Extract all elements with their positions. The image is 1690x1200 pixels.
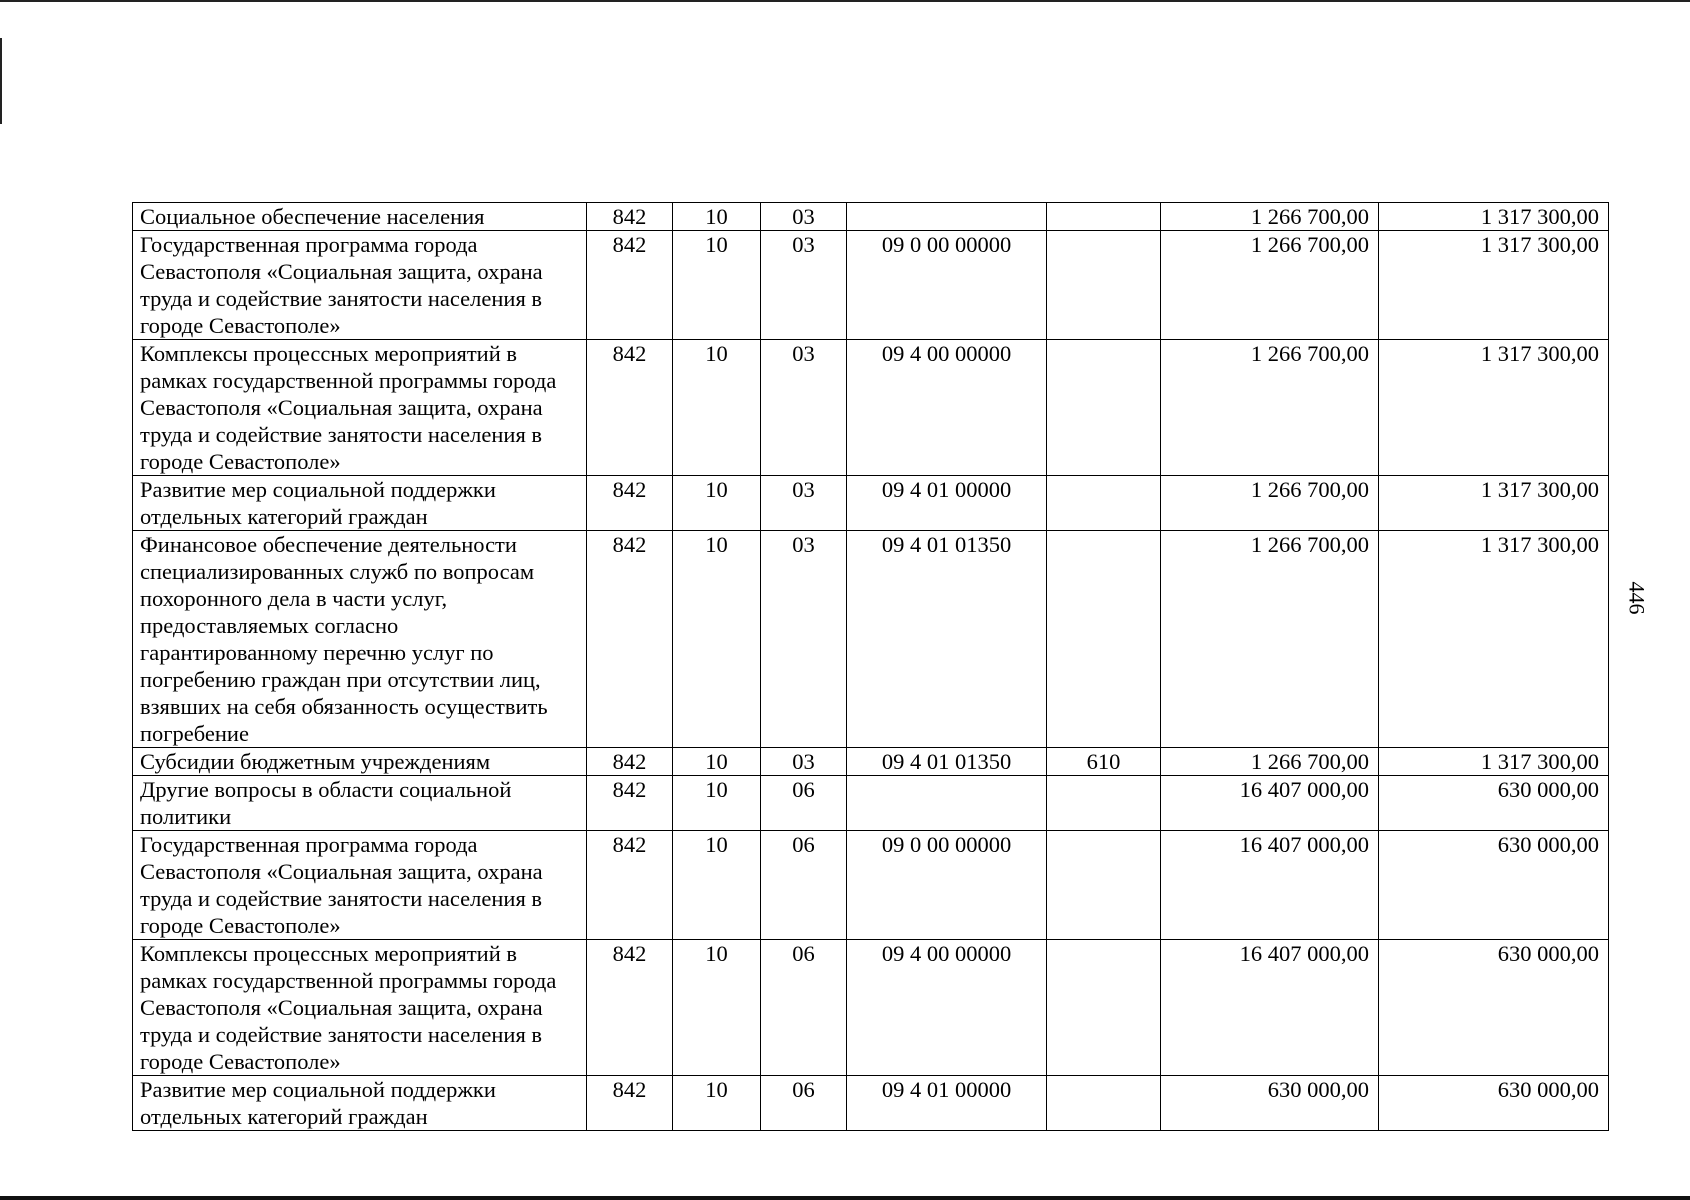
cell-name: Социальное обеспечение населения bbox=[133, 203, 587, 231]
cell-amount-1: 1 266 700,00 bbox=[1161, 748, 1379, 776]
cell-amount-1: 630 000,00 bbox=[1161, 1076, 1379, 1131]
cell-subsection: 03 bbox=[761, 476, 847, 531]
cell-amount-1: 1 266 700,00 bbox=[1161, 476, 1379, 531]
cell-subsection: 06 bbox=[761, 831, 847, 940]
cell-section: 10 bbox=[673, 231, 761, 340]
cell-amount-2: 1 317 300,00 bbox=[1379, 476, 1609, 531]
cell-subsection: 06 bbox=[761, 1076, 847, 1131]
table-row bbox=[133, 340, 1609, 476]
cell-name: Развитие мер социальной поддержки отдельных категорий граждан bbox=[133, 476, 587, 531]
cell-target-item bbox=[847, 776, 1047, 831]
cell-amount-2: 1 317 300,00 bbox=[1379, 340, 1609, 476]
cell-target-item bbox=[847, 203, 1047, 231]
cell-name: Субсидии бюджетным учреждениям bbox=[133, 748, 587, 776]
cell-expense-type bbox=[1047, 476, 1161, 531]
cell-ministry: 842 bbox=[587, 340, 673, 476]
cell-name: Государственная программа города Севастополя «Социальная защита, охрана труда и содействие занятости населения в городе Севастополе» bbox=[133, 231, 587, 340]
cell-expense-type bbox=[1047, 831, 1161, 940]
cell-section: 10 bbox=[673, 203, 761, 231]
cell-amount-1: 1 266 700,00 bbox=[1161, 531, 1379, 748]
cell-amount-1: 1 266 700,00 bbox=[1161, 231, 1379, 340]
table-body bbox=[133, 203, 1609, 1131]
cell-ministry: 842 bbox=[587, 203, 673, 231]
cell-ministry: 842 bbox=[587, 776, 673, 831]
page-number: 446 bbox=[1624, 581, 1650, 615]
cell-name: Комплексы процессных мероприятий в рамках государственной программы города Севастополя «Социальная защита, охрана труда и содействие занятости населения в городе Севастополе» bbox=[133, 940, 587, 1076]
cell-expense-type bbox=[1047, 531, 1161, 748]
cell-target-item: 09 4 00 00000 bbox=[847, 940, 1047, 1076]
table-row bbox=[133, 748, 1609, 776]
cell-ministry: 842 bbox=[587, 831, 673, 940]
cell-target-item: 09 4 01 00000 bbox=[847, 476, 1047, 531]
scan-edge-bottom bbox=[0, 1196, 1690, 1200]
cell-expense-type bbox=[1047, 940, 1161, 1076]
cell-name: Финансовое обеспечение деятельности специализированных служб по вопросам похоронного дела в части услуг, предоставляемых согласно гарантированному перечню услуг по погребению граждан при отсутствии лиц, взявших на себя обязанность осуществить погребение bbox=[133, 531, 587, 748]
cell-amount-1: 16 407 000,00 bbox=[1161, 776, 1379, 831]
cell-name: Другие вопросы в области социальной политики bbox=[133, 776, 587, 831]
cell-target-item: 09 4 01 00000 bbox=[847, 1076, 1047, 1131]
cell-subsection: 06 bbox=[761, 940, 847, 1076]
cell-section: 10 bbox=[673, 1076, 761, 1131]
cell-name: Государственная программа города Севастополя «Социальная защита, охрана труда и содействие занятости населения в городе Севастополе» bbox=[133, 831, 587, 940]
cell-ministry: 842 bbox=[587, 531, 673, 748]
cell-name: Развитие мер социальной поддержки отдельных категорий граждан bbox=[133, 1076, 587, 1131]
scan-edge-left bbox=[0, 38, 2, 124]
cell-amount-2: 1 317 300,00 bbox=[1379, 231, 1609, 340]
cell-amount-2: 630 000,00 bbox=[1379, 1076, 1609, 1131]
scan-edge-top bbox=[0, 0, 1690, 2]
table-row bbox=[133, 231, 1609, 340]
cell-target-item: 09 0 00 00000 bbox=[847, 831, 1047, 940]
cell-amount-2: 630 000,00 bbox=[1379, 831, 1609, 940]
budget-table bbox=[132, 202, 1609, 1131]
cell-name: Комплексы процессных мероприятий в рамках государственной программы города Севастополя «Социальная защита, охрана труда и содействие занятости населения в городе Севастополе» bbox=[133, 340, 587, 476]
cell-section: 10 bbox=[673, 476, 761, 531]
cell-section: 10 bbox=[673, 531, 761, 748]
cell-amount-1: 16 407 000,00 bbox=[1161, 831, 1379, 940]
cell-target-item: 09 4 01 01350 bbox=[847, 531, 1047, 748]
cell-section: 10 bbox=[673, 831, 761, 940]
cell-subsection: 06 bbox=[761, 776, 847, 831]
table-row bbox=[133, 203, 1609, 231]
cell-ministry: 842 bbox=[587, 940, 673, 1076]
cell-amount-1: 1 266 700,00 bbox=[1161, 203, 1379, 231]
table-row bbox=[133, 831, 1609, 940]
cell-amount-1: 16 407 000,00 bbox=[1161, 940, 1379, 1076]
cell-ministry: 842 bbox=[587, 748, 673, 776]
cell-section: 10 bbox=[673, 940, 761, 1076]
cell-section: 10 bbox=[673, 776, 761, 831]
cell-subsection: 03 bbox=[761, 748, 847, 776]
cell-expense-type: 610 bbox=[1047, 748, 1161, 776]
cell-expense-type bbox=[1047, 1076, 1161, 1131]
cell-target-item: 09 4 01 01350 bbox=[847, 748, 1047, 776]
cell-section: 10 bbox=[673, 748, 761, 776]
table-row bbox=[133, 531, 1609, 748]
table-row bbox=[133, 776, 1609, 831]
table-row bbox=[133, 476, 1609, 531]
table-row bbox=[133, 1076, 1609, 1131]
cell-amount-2: 1 317 300,00 bbox=[1379, 748, 1609, 776]
cell-amount-2: 1 317 300,00 bbox=[1379, 531, 1609, 748]
cell-amount-2: 630 000,00 bbox=[1379, 940, 1609, 1076]
cell-amount-2: 1 317 300,00 bbox=[1379, 203, 1609, 231]
cell-ministry: 842 bbox=[587, 1076, 673, 1131]
table-row bbox=[133, 940, 1609, 1076]
cell-amount-1: 1 266 700,00 bbox=[1161, 340, 1379, 476]
cell-expense-type bbox=[1047, 203, 1161, 231]
cell-target-item: 09 4 00 00000 bbox=[847, 340, 1047, 476]
cell-section: 10 bbox=[673, 340, 761, 476]
cell-expense-type bbox=[1047, 776, 1161, 831]
cell-amount-2: 630 000,00 bbox=[1379, 776, 1609, 831]
cell-subsection: 03 bbox=[761, 531, 847, 748]
cell-expense-type bbox=[1047, 231, 1161, 340]
cell-subsection: 03 bbox=[761, 340, 847, 476]
cell-subsection: 03 bbox=[761, 231, 847, 340]
cell-target-item: 09 0 00 00000 bbox=[847, 231, 1047, 340]
cell-expense-type bbox=[1047, 340, 1161, 476]
cell-ministry: 842 bbox=[587, 231, 673, 340]
cell-subsection: 03 bbox=[761, 203, 847, 231]
cell-ministry: 842 bbox=[587, 476, 673, 531]
